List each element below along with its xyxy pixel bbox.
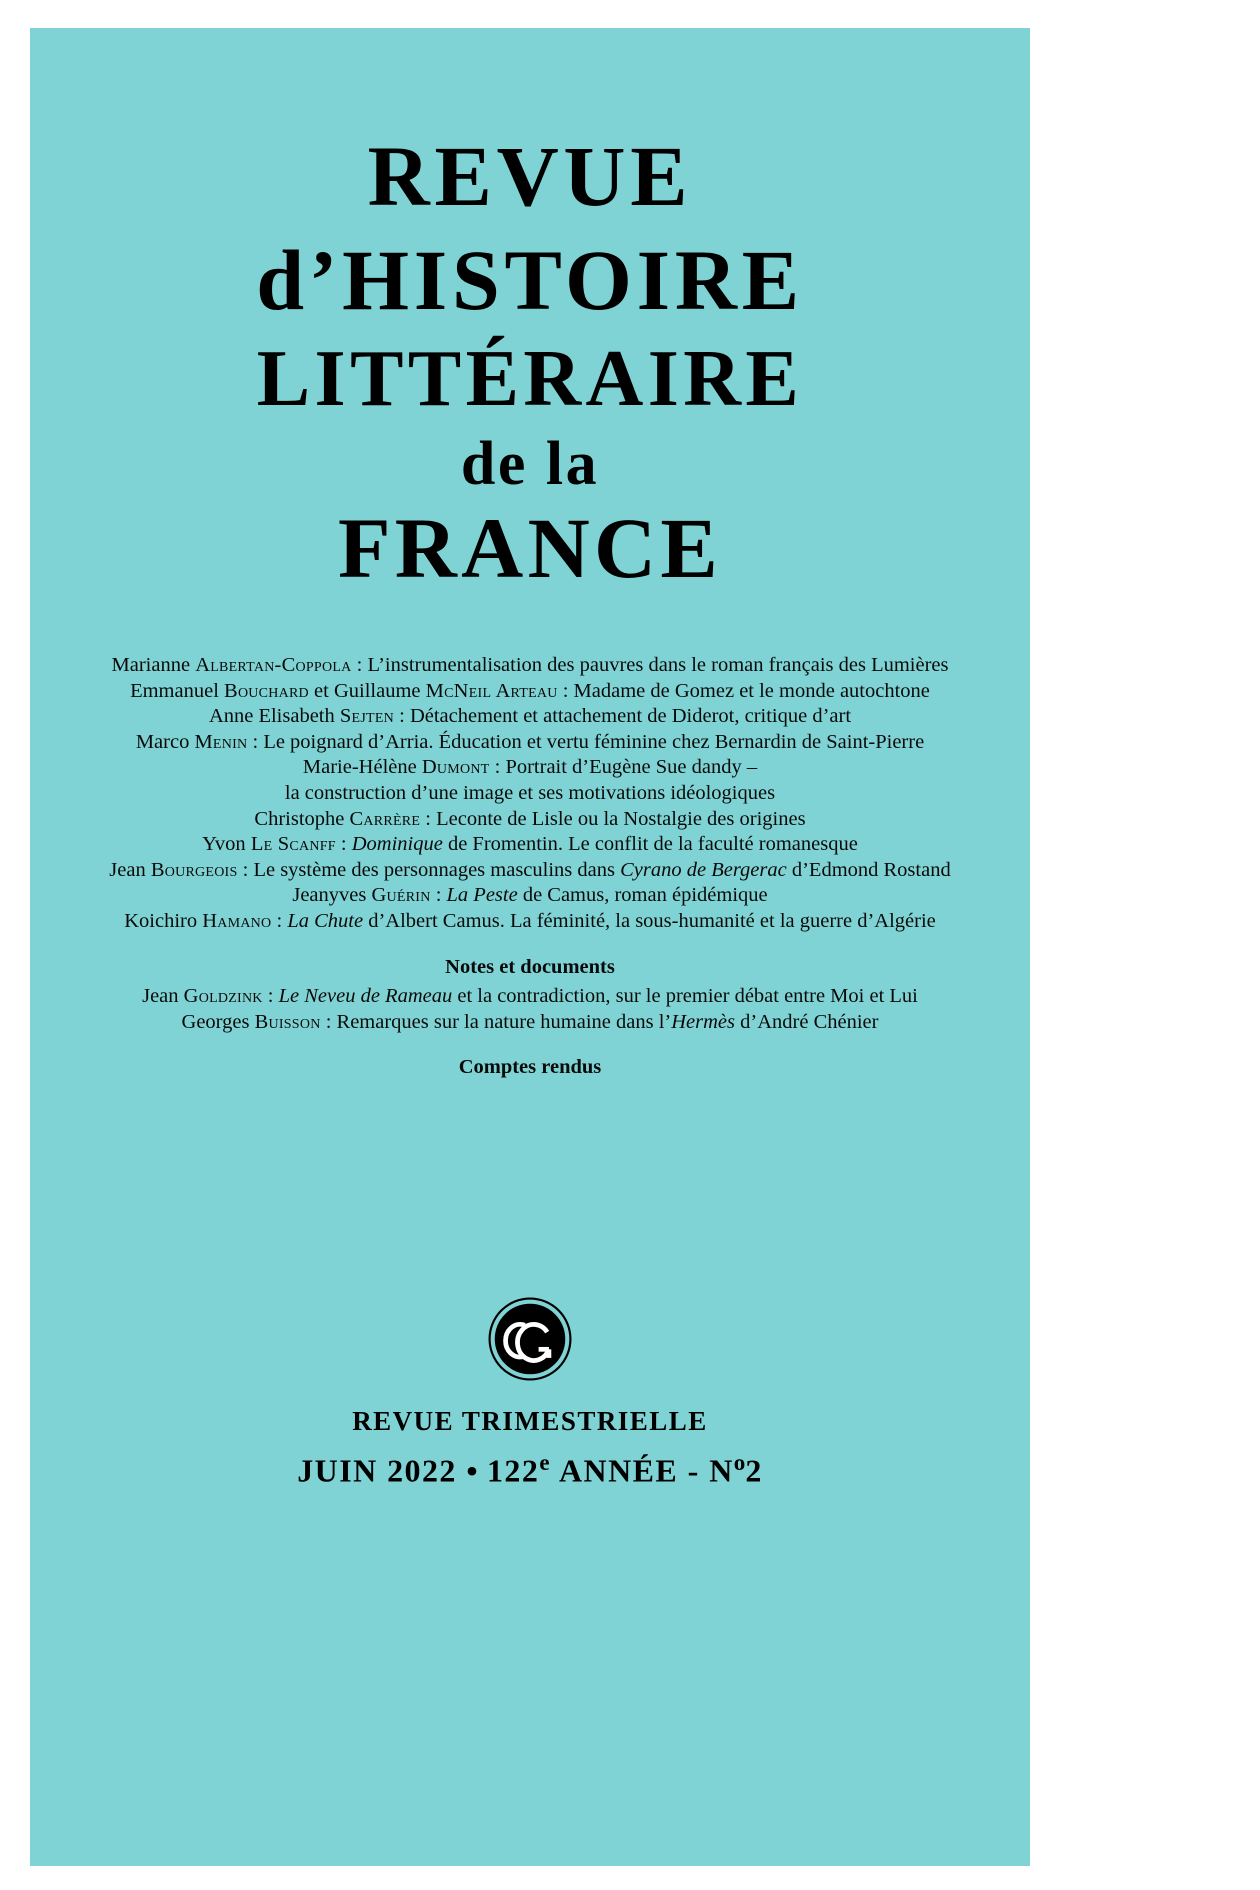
toc-title: Le poignard d’Arria. Éducation et vertu féminine chez Bernardin de Saint-Pierre [263, 730, 925, 753]
table-of-contents [70, 653, 990, 1085]
toc-separator: : [351, 654, 368, 676]
toc-author-first: Jean [109, 858, 151, 881]
masthead-line-france: FRANCE [337, 500, 723, 596]
toc-separator: : [489, 756, 506, 779]
toc-title: de Fromentin. Le conflit de la faculté romanesque [442, 833, 858, 856]
footer-dash: - [687, 1452, 700, 1489]
toc-author-first: Anne Elisabeth [208, 705, 340, 728]
toc-title: d’André Chénier [735, 1010, 879, 1033]
footer-issue-number: 2 [745, 1452, 763, 1489]
toc-entry [70, 704, 990, 730]
masthead-dapostrophe: d’ [256, 232, 343, 328]
toc-author-last: Le Scanff [250, 833, 336, 856]
toc-author-last: Goldzink [183, 985, 263, 1008]
toc-entry [70, 1010, 990, 1036]
toc-author-last: Bouchard [224, 679, 309, 702]
toc-separator: : [335, 833, 352, 856]
toc-separator: : [320, 1010, 337, 1033]
toc-entry [70, 858, 990, 884]
toc-title: Portrait d’Eugène Sue dandy – [505, 756, 758, 779]
journal-cover [30, 28, 1030, 1866]
toc-entry [70, 807, 990, 833]
toc-title: Détachement et attachement de Diderot, critique d’art [409, 705, 852, 728]
toc-author-last: Hamano [202, 909, 272, 932]
toc-author-first: Georges [181, 1010, 255, 1033]
footer-periodicity: REVUE TRIMESTRIELLE [352, 1406, 708, 1436]
footer-bullet: • [466, 1452, 478, 1489]
toc-title-italic: La Peste [446, 884, 518, 907]
toc-entry [70, 832, 990, 858]
toc-author-last: Buisson [254, 1010, 321, 1033]
toc-title: Leconte de Lisle ou la Nostalgie des origines [436, 807, 806, 830]
toc-separator: : [430, 884, 447, 907]
masthead-line-histoire [30, 232, 1030, 328]
toc-separator: : [247, 730, 264, 753]
toc-author-last: Menin [194, 730, 248, 753]
toc-title-before: Le système des personnages masculins dans [253, 858, 621, 881]
footer-year-ordinal: e [539, 1449, 550, 1475]
toc-author-last: Albertan-Coppola [195, 654, 352, 676]
toc-author-first: Marco [135, 730, 195, 753]
publisher-logo-wrap [30, 1296, 1030, 1387]
toc-title-italic: Le Neveu de Rameau [278, 985, 453, 1008]
footer-issue-label: N [709, 1452, 734, 1489]
toc-title: L’instrumentalisation des pauvres dans le roman français des Lumières [367, 654, 949, 676]
toc-separator: : [271, 909, 288, 932]
toc-title: et la contradiction, sur le premier débat entre Moi et Lui [452, 985, 918, 1008]
toc-title-italic: Dominique [351, 833, 443, 856]
toc-entry [70, 653, 990, 679]
masthead [30, 128, 1030, 596]
toc-author-last: Sejten [339, 705, 394, 728]
masthead-line-revue: REVUE [367, 128, 693, 224]
toc-author-first: Marie-Hélène [302, 756, 422, 779]
masthead-histoire-word: HISTOIRE [342, 232, 804, 328]
toc-author-last: Bourgeois [150, 858, 238, 881]
toc-author-first: Koichiro [124, 909, 203, 932]
toc-author-first: Yvon [202, 833, 251, 856]
toc-author-conjunction: et Guillaume [308, 679, 426, 702]
footer-year-word: ANNÉE [559, 1452, 679, 1489]
masthead-line-litteraire: LITTÉRAIRE [256, 335, 804, 423]
toc-title-italic: Cyrano de Bergerac [620, 858, 787, 881]
toc-title: de Camus, roman épidémique [517, 884, 768, 907]
toc-title-italic: Hermès [671, 1010, 736, 1033]
section-heading-comptes-rendus: Comptes rendus [458, 1056, 602, 1079]
publisher-logo-cg-icon [487, 1296, 573, 1382]
toc-title-before: Remarques sur la nature humaine dans l’ [336, 1010, 672, 1033]
section-heading-notes: Notes et documents [445, 955, 615, 978]
toc-title-italic: La Chute [287, 909, 364, 932]
toc-entry [70, 984, 990, 1010]
toc-title: d’Albert Camus. La féminité, la sous-humanité et la guerre d’Algérie [363, 909, 936, 932]
toc-author-last-2: McNeil Arteau [425, 679, 558, 702]
toc-author-last: Guérin [371, 884, 431, 907]
footer-date: JUIN 2022 [297, 1452, 457, 1489]
toc-author-first: Jean [142, 985, 184, 1008]
footer-issue-line [30, 1449, 1030, 1490]
toc-author-first: Marianne [111, 654, 196, 676]
cover-footer [30, 1406, 1030, 1490]
toc-entry [70, 883, 990, 909]
toc-author-first: Christophe [254, 807, 350, 830]
toc-separator: : [393, 705, 410, 728]
toc-author-last: Dumont [421, 756, 490, 779]
toc-entry-continuation: la construction d’une image et ses motivations idéologiques [284, 781, 776, 804]
toc-author-last: Carrère [349, 807, 421, 830]
toc-title: d’Edmond Rostand [786, 858, 951, 881]
toc-author-first: Emmanuel [130, 679, 225, 702]
footer-issue-ordinal: o [733, 1449, 746, 1475]
footer-year-number: 122 [486, 1452, 540, 1489]
toc-author-first: Jeanyves [292, 884, 372, 907]
toc-entry [70, 755, 990, 781]
toc-separator: : [237, 858, 254, 881]
toc-separator: : [262, 985, 279, 1008]
toc-separator: : [420, 807, 437, 830]
toc-entry [70, 679, 990, 705]
toc-entry [70, 730, 990, 756]
masthead-line-dela: de la [460, 430, 600, 498]
toc-title: Madame de Gomez et le monde autochtone [573, 679, 930, 702]
toc-entry [70, 909, 990, 935]
toc-separator: : [557, 679, 574, 702]
